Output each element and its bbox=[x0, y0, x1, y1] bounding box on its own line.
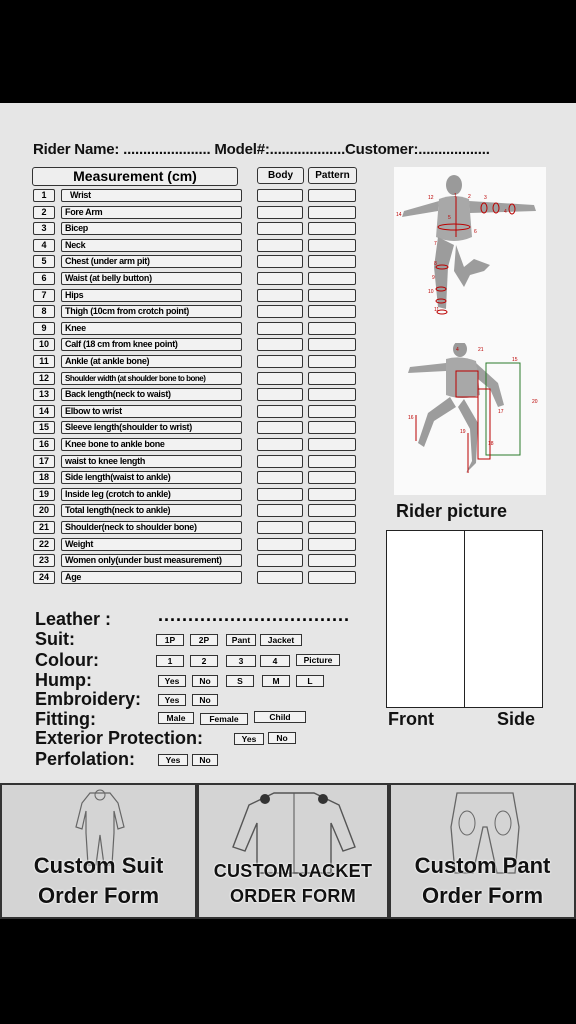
pattern-value-input[interactable] bbox=[308, 388, 356, 401]
row-number: 17 bbox=[33, 455, 55, 468]
header-line bbox=[33, 141, 490, 158]
body-value-input[interactable] bbox=[257, 571, 303, 584]
row-number: 22 bbox=[33, 538, 55, 551]
pattern-value-input[interactable] bbox=[308, 272, 356, 285]
body-value-input[interactable] bbox=[257, 255, 303, 268]
exterior-no-option[interactable]: No bbox=[268, 732, 296, 744]
pattern-column-header: Pattern bbox=[308, 167, 357, 184]
row-label: waist to knee length bbox=[61, 455, 242, 468]
row-label: Bicep bbox=[61, 222, 242, 235]
row-number: 12 bbox=[33, 372, 55, 385]
row-label: Waist (at belly button) bbox=[61, 272, 242, 285]
customer-field[interactable]: Customer:.................. bbox=[345, 141, 490, 158]
body-value-input[interactable] bbox=[257, 239, 303, 252]
custom-suit-title bbox=[2, 851, 195, 911]
embroidery-yes-option[interactable]: Yes bbox=[158, 694, 186, 706]
colour-4-option[interactable]: 4 bbox=[260, 655, 290, 667]
figure-number: 4 bbox=[456, 347, 459, 353]
body-value-input[interactable] bbox=[257, 305, 303, 318]
rider-picture-title: Rider picture bbox=[396, 501, 508, 521]
row-label: Women only(under bust measurement) bbox=[61, 554, 242, 567]
row-label: Wrist bbox=[61, 189, 242, 202]
pattern-value-input[interactable] bbox=[308, 471, 356, 484]
pattern-value-input[interactable] bbox=[308, 305, 356, 318]
row-number: 16 bbox=[33, 438, 55, 451]
suit-2p-option[interactable]: 2P bbox=[190, 634, 218, 646]
exterior-protection-label: Exterior Protection: bbox=[35, 728, 204, 748]
pattern-value-input[interactable] bbox=[308, 206, 356, 219]
body-value-input[interactable] bbox=[257, 189, 303, 202]
body-value-input[interactable] bbox=[257, 206, 303, 219]
row-number: 1 bbox=[33, 189, 55, 202]
model-field[interactable]: Model#:................... bbox=[214, 141, 346, 158]
row-number: 15 bbox=[33, 421, 55, 434]
row-number: 7 bbox=[33, 289, 55, 302]
figure-number: 11 bbox=[434, 307, 440, 313]
colour-label: Colour: bbox=[35, 650, 99, 670]
row-label: Back length(neck to waist) bbox=[61, 388, 242, 401]
pattern-value-input[interactable] bbox=[308, 255, 356, 268]
figure-number: 12 bbox=[428, 195, 434, 201]
custom-pant-order-button[interactable] bbox=[389, 783, 576, 919]
body-value-input[interactable] bbox=[257, 554, 303, 567]
hump-label: Hump: bbox=[35, 670, 92, 690]
figure-number: 9 bbox=[432, 275, 435, 281]
row-number: 4 bbox=[33, 239, 55, 252]
fitting-female-option[interactable]: Female bbox=[200, 713, 248, 725]
row-number: 14 bbox=[33, 405, 55, 418]
figure-number: 8 bbox=[434, 261, 437, 267]
pattern-value-input[interactable] bbox=[308, 405, 356, 418]
row-number: 11 bbox=[33, 355, 55, 368]
body-diagram-back bbox=[394, 167, 546, 343]
pattern-value-input[interactable] bbox=[308, 504, 356, 517]
custom-pant-line1: Custom Pant bbox=[414, 853, 551, 878]
custom-suit-order-button[interactable] bbox=[0, 783, 197, 919]
hump-no-option[interactable]: No bbox=[192, 675, 218, 687]
order-form-footer bbox=[0, 783, 576, 919]
pattern-value-input[interactable] bbox=[308, 438, 356, 451]
body-value-input[interactable] bbox=[257, 471, 303, 484]
custom-jacket-order-button[interactable] bbox=[197, 783, 389, 919]
body-value-input[interactable] bbox=[257, 322, 303, 335]
perfolation-no-option[interactable]: No bbox=[192, 754, 218, 766]
body-diagram-front bbox=[394, 343, 546, 495]
fitting-male-option[interactable]: Male bbox=[158, 712, 194, 724]
row-number: 13 bbox=[33, 388, 55, 401]
body-value-input[interactable] bbox=[257, 504, 303, 517]
body-value-input[interactable] bbox=[257, 455, 303, 468]
colour-picture-option[interactable]: Picture bbox=[296, 654, 340, 666]
figure-number: 3 bbox=[484, 195, 487, 201]
row-number: 9 bbox=[33, 322, 55, 335]
body-value-input[interactable] bbox=[257, 338, 303, 351]
pattern-value-input[interactable] bbox=[308, 571, 356, 584]
pattern-value-input[interactable] bbox=[308, 521, 356, 534]
row-number: 10 bbox=[33, 338, 55, 351]
row-label: Shoulder(neck to shoulder bone) bbox=[61, 521, 242, 534]
colour-2-option[interactable]: 2 bbox=[190, 655, 218, 667]
row-number: 2 bbox=[33, 206, 55, 219]
suit-label: Suit: bbox=[35, 629, 75, 649]
figure-number: 2 bbox=[468, 194, 471, 200]
row-number: 6 bbox=[33, 272, 55, 285]
row-number: 3 bbox=[33, 222, 55, 235]
figure-number: 6 bbox=[474, 229, 477, 235]
pattern-value-input[interactable] bbox=[308, 322, 356, 335]
colour-1-option[interactable]: 1 bbox=[156, 655, 184, 667]
row-label: Calf (18 cm from knee point) bbox=[61, 338, 242, 351]
rider-photo-frame[interactable] bbox=[386, 530, 543, 708]
leather-label: Leather : bbox=[35, 609, 112, 629]
body-value-input[interactable] bbox=[257, 272, 303, 285]
fitting-child-option[interactable]: Child bbox=[254, 711, 306, 723]
figure-number: 4 bbox=[504, 209, 507, 215]
custom-pant-title bbox=[391, 851, 574, 911]
pattern-value-input[interactable] bbox=[308, 554, 356, 567]
pattern-value-input[interactable] bbox=[308, 538, 356, 551]
figure-number: 1 bbox=[454, 193, 457, 199]
custom-jacket-title bbox=[199, 859, 387, 909]
row-label: Hips bbox=[61, 289, 242, 302]
row-number: 8 bbox=[33, 305, 55, 318]
figure-number: 10 bbox=[428, 289, 434, 295]
pattern-value-input[interactable] bbox=[308, 372, 356, 385]
body-value-input[interactable] bbox=[257, 405, 303, 418]
custom-suit-line2: Order Form bbox=[37, 883, 160, 908]
row-label: Shoulder width (at shoulder bone to bone) bbox=[61, 372, 242, 385]
pattern-value-input[interactable] bbox=[308, 455, 356, 468]
row-label: Side length(waist to ankle) bbox=[61, 471, 242, 484]
row-number: 20 bbox=[33, 504, 55, 517]
suit-pant-option[interactable]: Pant bbox=[226, 634, 256, 646]
row-label: Chest (under arm pit) bbox=[61, 255, 242, 268]
fitting-label: Fitting: bbox=[35, 709, 96, 729]
figure-number: 18 bbox=[488, 441, 494, 447]
body-value-input[interactable] bbox=[257, 372, 303, 385]
figure-number: 7 bbox=[434, 241, 437, 247]
row-label: Thigh (10cm from crotch point) bbox=[61, 305, 242, 318]
body-value-input[interactable] bbox=[257, 538, 303, 551]
row-number: 18 bbox=[33, 471, 55, 484]
custom-jacket-line1: CUSTOM JACKET bbox=[213, 861, 373, 881]
pattern-value-input[interactable] bbox=[308, 289, 356, 302]
body-value-input[interactable] bbox=[257, 438, 303, 451]
front-label: Front bbox=[388, 709, 434, 729]
human-figure-front-icon bbox=[394, 343, 546, 495]
figure-number: 17 bbox=[498, 409, 504, 415]
row-number: 24 bbox=[33, 571, 55, 584]
pattern-value-input[interactable] bbox=[308, 239, 356, 252]
hump-s-option[interactable]: S bbox=[226, 675, 254, 687]
pattern-value-input[interactable] bbox=[308, 222, 356, 235]
perfolation-label: Perfolation: bbox=[35, 749, 136, 769]
body-value-input[interactable] bbox=[257, 521, 303, 534]
figure-number: 5 bbox=[448, 215, 451, 221]
row-label: Neck bbox=[61, 239, 242, 252]
row-label: Elbow to wrist bbox=[61, 405, 242, 418]
embroidery-no-option[interactable]: No bbox=[192, 694, 218, 706]
figure-number: 16 bbox=[408, 415, 414, 421]
suit-jacket-option[interactable]: Jacket bbox=[260, 634, 302, 646]
figure-number: 19 bbox=[460, 429, 466, 435]
hump-yes-option[interactable]: Yes bbox=[158, 675, 186, 687]
row-number: 21 bbox=[33, 521, 55, 534]
measurement-sheet bbox=[0, 103, 576, 783]
leather-input[interactable]: ................................ bbox=[158, 605, 351, 625]
body-value-input[interactable] bbox=[257, 388, 303, 401]
custom-jacket-line2: ORDER FORM bbox=[230, 886, 356, 906]
body-value-input[interactable] bbox=[257, 355, 303, 368]
body-value-input[interactable] bbox=[257, 289, 303, 302]
body-value-input[interactable] bbox=[257, 222, 303, 235]
hump-l-option[interactable]: L bbox=[296, 675, 324, 687]
pattern-value-input[interactable] bbox=[308, 488, 356, 501]
row-label: Sleeve length(shoulder to wrist) bbox=[61, 421, 242, 434]
pattern-value-input[interactable] bbox=[308, 421, 356, 434]
embroidery-label: Embroidery: bbox=[35, 689, 142, 709]
row-label: Knee bbox=[61, 322, 242, 335]
body-column-header: Body bbox=[257, 167, 304, 184]
figure-number: 15 bbox=[512, 357, 518, 363]
hump-m-option[interactable]: M bbox=[262, 675, 290, 687]
row-label: Fore Arm bbox=[61, 206, 242, 219]
row-number: 23 bbox=[33, 554, 55, 567]
row-label: Total length(neck to ankle) bbox=[61, 504, 242, 517]
row-label: Knee bone to ankle bone bbox=[61, 438, 242, 451]
custom-suit-line1: Custom Suit bbox=[33, 853, 164, 878]
figure-number: 14 bbox=[396, 212, 402, 218]
rider-name-field[interactable]: Rider Name: ...................... bbox=[33, 141, 211, 158]
perfolation-yes-option[interactable]: Yes bbox=[158, 754, 188, 766]
row-label: Ankle (at ankle bone) bbox=[61, 355, 242, 368]
figure-number: 21 bbox=[478, 347, 484, 353]
row-number: 5 bbox=[33, 255, 55, 268]
row-label: Inside leg (crotch to ankle) bbox=[61, 488, 242, 501]
exterior-yes-option[interactable]: Yes bbox=[234, 733, 264, 745]
row-number: 19 bbox=[33, 488, 55, 501]
measurement-title: Measurement (cm) bbox=[32, 167, 238, 186]
suit-1p-option[interactable]: 1P bbox=[156, 634, 184, 646]
row-label: Weight bbox=[61, 538, 242, 551]
pattern-value-input[interactable] bbox=[308, 189, 356, 202]
custom-pant-line2: Order Form bbox=[421, 883, 544, 908]
figure-number: 20 bbox=[532, 399, 538, 405]
photo-divider bbox=[464, 531, 465, 707]
row-label: Age bbox=[61, 571, 242, 584]
body-value-input[interactable] bbox=[257, 488, 303, 501]
pattern-value-input[interactable] bbox=[308, 338, 356, 351]
colour-3-option[interactable]: 3 bbox=[226, 655, 256, 667]
body-value-input[interactable] bbox=[257, 421, 303, 434]
pattern-value-input[interactable] bbox=[308, 355, 356, 368]
side-label: Side bbox=[497, 709, 536, 729]
